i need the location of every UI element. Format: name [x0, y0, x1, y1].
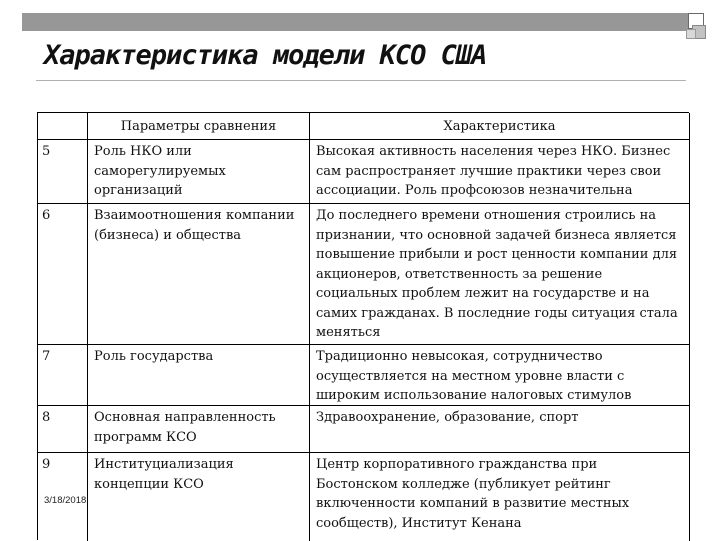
table-header-characteristic: Характеристика — [310, 113, 690, 140]
comparison-table — [37, 112, 689, 540]
title-divider — [36, 80, 686, 81]
slide-date: 3/18/2018 — [44, 495, 87, 506]
row-characteristic: Высокая активность населения через НКО. Бизнес сам распространяет лучшие практики через свои ассоциации. Роль профсоюзов незначительна — [310, 140, 690, 204]
row-parameter: Роль НКО или саморегулируемых организаций — [88, 140, 310, 204]
row-characteristic: Здравоохранение, образование, спорт — [310, 406, 690, 453]
slide-top-bar — [22, 13, 688, 31]
row-parameter: Основная направленность программ КСО — [88, 406, 310, 453]
row-characteristic: Центр корпоративного гражданства при Бостонском колледже (публикует рейтинг включенности компаний в развитие местных сообществ), Институт Кенана — [310, 453, 690, 541]
table-header-parameter: Параметры сравнения — [88, 113, 310, 140]
row-parameter: Институциализация концепции КСО — [88, 453, 310, 541]
row-number: 7 — [38, 345, 88, 406]
row-number: 6 — [38, 204, 88, 345]
row-parameter: Роль государства — [88, 345, 310, 406]
table-header-number — [38, 113, 88, 140]
row-characteristic: До последнего времени отношения строились на признании, что основной задачей бизнеса является повышение прибыли и рост ценности компании для акционеров, ответственность за решение социальных проблем лежит на государстве и на самих гражданах. В последние годы ситуация стала меняться — [310, 204, 690, 345]
slide-title: Характеристика модели КСО США — [44, 40, 487, 71]
decorative-square — [686, 29, 696, 39]
row-characteristic: Традиционно невысокая, сотрудничество осуществляется на местном уровне власти с широким использование налоговых стимулов — [310, 345, 690, 406]
row-parameter: Взаимоотношения компании (бизнеса) и общества — [88, 204, 310, 345]
row-number: 8 — [38, 406, 88, 453]
row-number: 5 — [38, 140, 88, 204]
row-number: 9 — [38, 453, 88, 541]
